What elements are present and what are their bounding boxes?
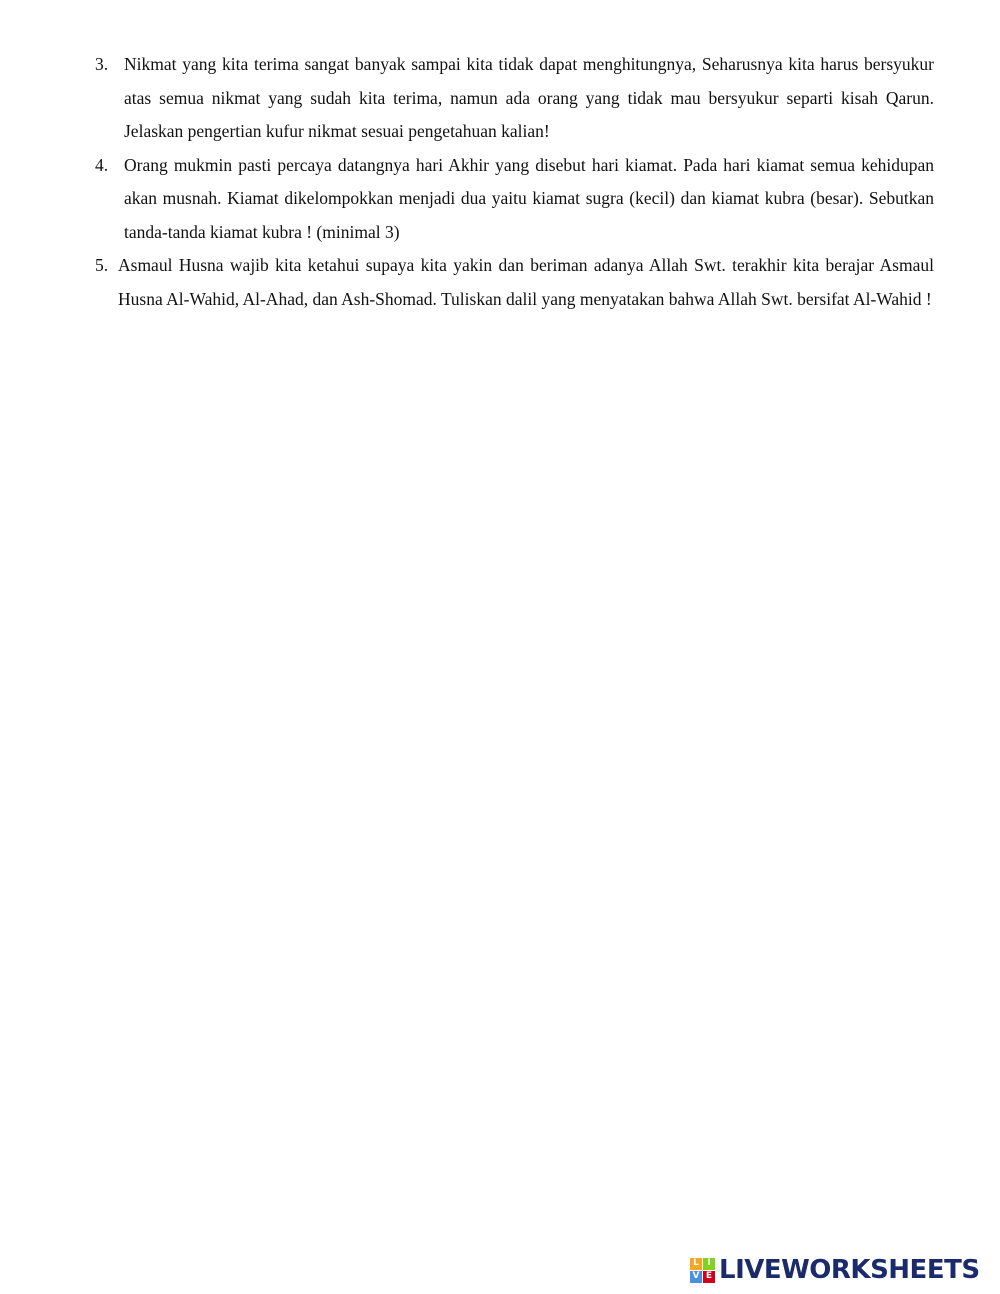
question-number: 4.: [95, 154, 109, 175]
logo-mark-letter: V: [690, 1271, 702, 1283]
logo-mark-letter: E: [703, 1271, 715, 1283]
question-text: Asmaul Husna wajib kita ketahui supaya kita yakin dan beriman adanya Allah Swt. terakhir kita berajar Asmaul Husna Al-Wahid, Al-Ahad, dan Ash-Shomad. Tuliskan dalil yang menyatakan bahwa Allah Swt. bersifat Al-Wahid !: [118, 255, 934, 309]
question-4: [0, 149, 1000, 250]
liveworksheets-logo[interactable]: [690, 1255, 980, 1285]
logo-mark-letter: L: [690, 1258, 702, 1270]
question-5: [0, 249, 1000, 316]
question-3: [0, 48, 1000, 149]
question-text: Orang mukmin pasti percaya datangnya hari Akhir yang disebut hari kiamat. Pada hari kiamat semua kehidupan akan musnah. Kiamat dikelompokkan menjadi dua yaitu kiamat sugra (kecil) dan kiamat kubra (besar). Sebutkan tanda-tanda kiamat kubra ! (minimal 3): [124, 154, 934, 242]
question-number: 5.: [95, 255, 109, 275]
logo-mark-icon: [690, 1258, 715, 1283]
question-text: Nikmat yang kita terima sangat banyak sampai kita tidak dapat menghitungnya, Seharusnya kita harus bersyukur atas semua nikmat yang sudah kita terima, namun ada orang yang tidak mau bersyukur separti kisah Qarun. Jelaskan pengertian kufur nikmat sesuai pengetahuan kalian!: [124, 54, 934, 141]
question-number: 3.: [95, 54, 109, 74]
logo-text: LIVEWORKSHEETS: [719, 1255, 980, 1285]
question-list: [0, 48, 1000, 316]
logo-mark-letter: I: [703, 1258, 715, 1270]
